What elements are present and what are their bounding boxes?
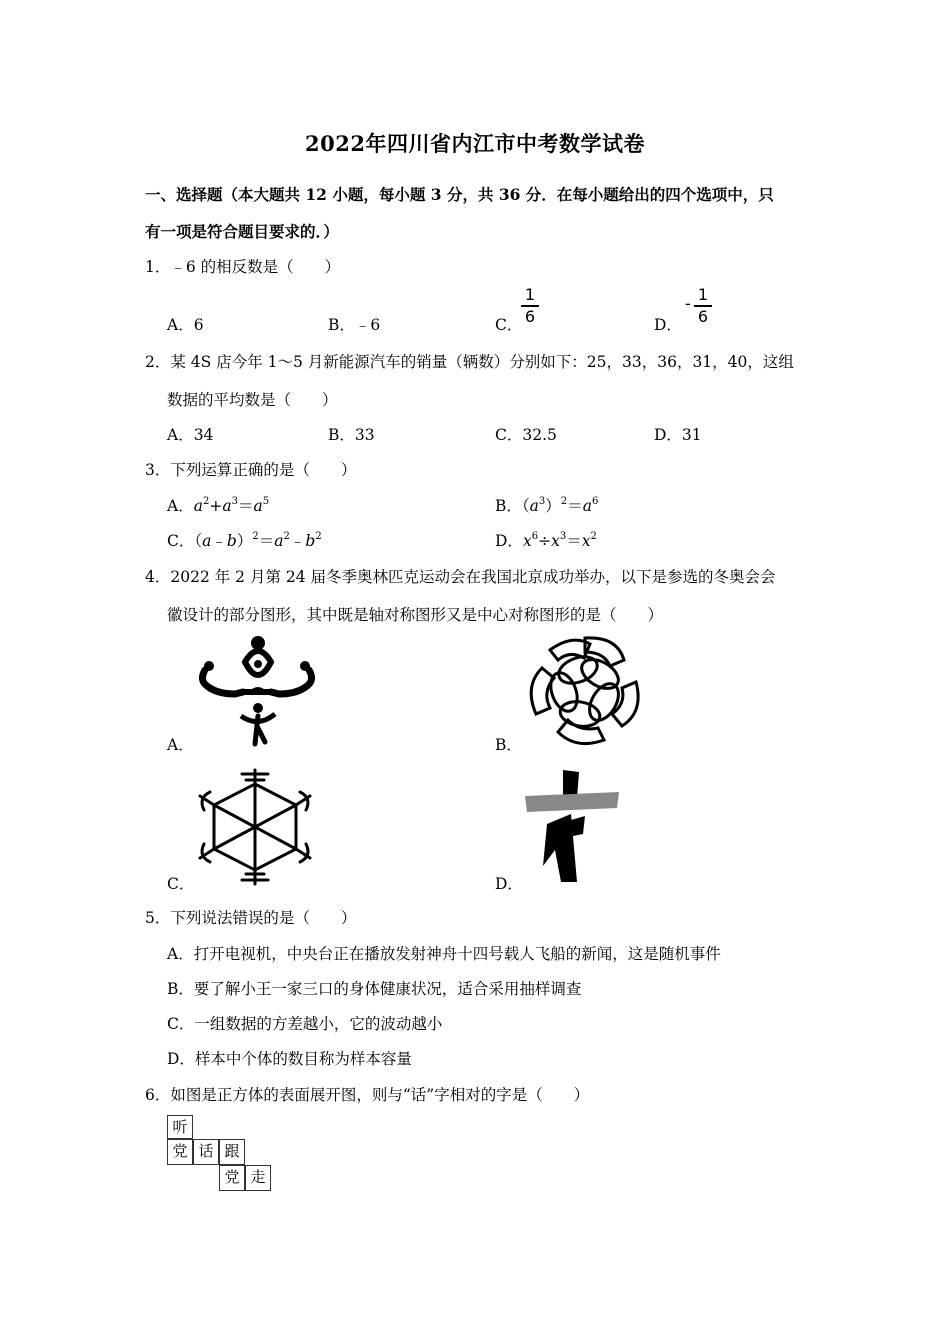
q4-option-b-label: B．	[495, 736, 522, 754]
minus-sign: -	[685, 294, 691, 313]
q2-stem-line2: 数据的平均数是（ ）	[167, 391, 338, 409]
q4-figure-b-rings	[522, 630, 648, 748]
fraction-numerator: 1	[524, 285, 536, 304]
q1-stem: 1．﹣6 的相反数是（ ）	[145, 258, 341, 276]
net-cell: 党	[219, 1165, 245, 1191]
q4-figure-d-brush	[525, 770, 621, 884]
q3-option-c: C．$(a﹣b)^2=a^2﹣b^2$	[167, 531, 322, 550]
q1-option-d-label: D．	[654, 316, 682, 334]
q4-figure-a-dancers	[195, 632, 320, 747]
page-title: 2022年四川省内江市中考数学试卷	[305, 131, 645, 156]
q3-option-a: A．$a^2+a^3=a^5$	[167, 496, 270, 515]
q5-option-d: D．样本中个体的数目称为样本容量	[167, 1050, 412, 1068]
q2-option-c: C．32.5	[495, 426, 557, 444]
q6-stem: 6．如图是正方体的表面展开图，则与“话”字相对的字是（ ）	[145, 1086, 590, 1104]
net-cell: 跟	[219, 1139, 245, 1165]
q1-option-c-label: C．	[495, 316, 523, 334]
net-cell: 听	[167, 1115, 193, 1139]
q3-stem: 3．下列运算正确的是（ ）	[145, 461, 357, 479]
option-label: B．	[495, 497, 522, 515]
section-heading-line2: 有一项是符合题目要求的．）	[145, 222, 339, 241]
fraction-denominator: 6	[697, 307, 709, 326]
q4-figure-c-snowflake	[196, 770, 314, 884]
section-heading-line1: 一、选择题（本大题共 12 小题，每小题 3 分，共 36 分．在每小题给出的四个选项中，只	[145, 185, 774, 204]
fraction-numerator: 1	[697, 285, 709, 304]
q4-stem-line2: 徽设计的部分图形，其中既是轴对称图形又是中心对称图形的是（ ）	[167, 606, 664, 624]
q4-option-d-label: D．	[495, 875, 523, 893]
q5-option-b: B．要了解小王一家三口的身体健康状况，适合采用抽样调查	[167, 980, 582, 998]
q2-option-b: B．33	[328, 426, 375, 444]
net-cell: 党	[167, 1139, 193, 1165]
q3-option-d: D．$x^6\div x^3=x^2$	[495, 531, 597, 550]
option-label: A．	[167, 497, 194, 515]
q5-option-c: C．一组数据的方差越小，它的波动越小	[167, 1015, 443, 1033]
q2-stem-line1: 2．某 4S 店今年 1～5 月新能源汽车的销量（辆数）分别如下：25，33，36，31，40，这组	[145, 353, 794, 371]
fraction-denominator: 6	[524, 307, 536, 326]
net-cell: 走	[245, 1165, 271, 1191]
option-label: C．	[167, 532, 195, 550]
q1-option-b: B．﹣6	[328, 316, 381, 334]
q2-option-d: D．31	[654, 426, 702, 444]
q5-option-a: A．打开电视机，中央台正在播放发射神舟十四号载人飞船的新闻，这是随机事件	[167, 945, 721, 963]
q1-option-a: A．6	[167, 316, 204, 334]
q5-stem: 5．下列说法错误的是（ ）	[145, 909, 357, 927]
q2-option-a: A．34	[167, 426, 214, 444]
q3-option-b: B．$(a^3)^2=a^6$	[495, 496, 599, 515]
option-label: D．	[495, 532, 523, 550]
q4-option-a-label: A．	[167, 736, 194, 754]
q4-stem-line1: 4．2022 年 2 月第 24 届冬季奥林匹克运动会在我国北京成功举办，以下是参选的冬奥会会	[145, 568, 776, 586]
net-cell: 话	[193, 1139, 219, 1165]
q4-option-c-label: C．	[167, 875, 195, 893]
